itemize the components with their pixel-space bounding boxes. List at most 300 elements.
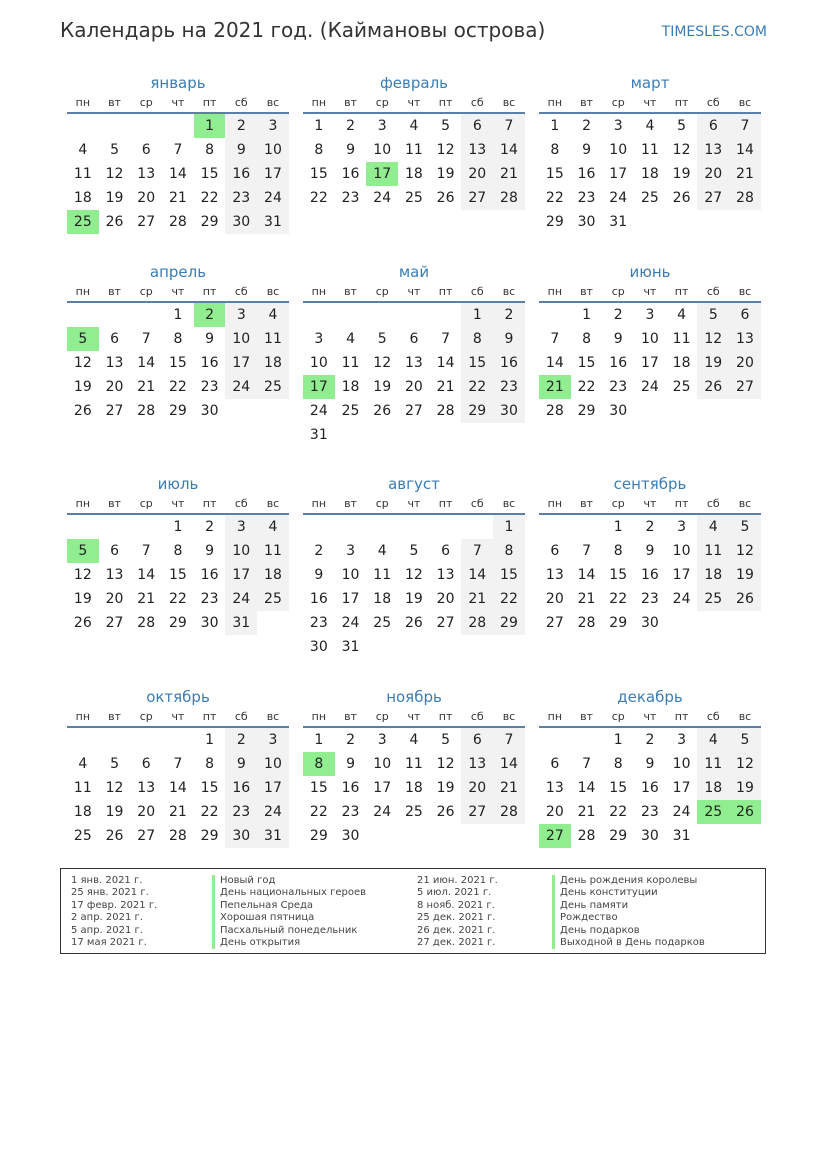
weekday-header — [67, 94, 289, 114]
legend-holiday-name: День подарков — [552, 925, 705, 937]
day-cell: 24 — [257, 800, 289, 824]
day-cell: 12 — [729, 752, 761, 776]
day-cell: 10 — [309, 355, 328, 371]
weekday-label: пн — [311, 96, 327, 109]
day-cell: 12 — [404, 567, 423, 583]
day-cell: 15 — [309, 166, 328, 182]
month-name: январь — [150, 74, 206, 92]
day-cell: 3 — [257, 728, 289, 752]
day-cell: 5 — [110, 756, 119, 772]
legend-date: 17 февр. 2021 г. — [71, 899, 158, 911]
weekday-label: пт — [202, 285, 217, 298]
day-cell: 9 — [225, 138, 257, 162]
month-name: апрель — [149, 263, 207, 281]
day-cell: 9 — [205, 331, 215, 347]
weekday-label: вт — [344, 96, 357, 109]
day-cell: 16 — [640, 567, 659, 583]
day-cell: 19 — [436, 166, 455, 182]
day-cell: 7 — [173, 756, 183, 772]
day-cell: 25 — [257, 375, 289, 399]
day-cell: 18 — [697, 563, 729, 587]
day-cell: 28 — [577, 615, 596, 631]
day-cell: 8 — [205, 756, 215, 772]
empty-cell — [539, 515, 571, 539]
day-cell: 1 — [613, 519, 623, 535]
legend-holiday-name: Новый год — [212, 875, 366, 887]
empty-cell — [162, 728, 194, 752]
day-cell: 15 — [309, 780, 328, 796]
weekday-header — [303, 283, 525, 303]
day-cell: 9 — [346, 756, 355, 772]
day-cell: 6 — [550, 756, 560, 772]
day-cell: 5 — [409, 543, 419, 559]
day-cell: 25 — [257, 587, 289, 611]
day-cell: 12 — [73, 355, 92, 371]
site-link[interactable]: TIMESLES.COM — [661, 24, 767, 40]
day-cell: 12 — [672, 142, 691, 158]
day-cell: 10 — [373, 142, 392, 158]
empty-cell — [398, 515, 430, 539]
holiday-day-cell: 17 — [303, 375, 335, 399]
day-cell: 28 — [577, 828, 596, 844]
day-cell: 13 — [436, 567, 455, 583]
day-cell: 17 — [672, 567, 691, 583]
day-cell: 15 — [200, 780, 219, 796]
day-cell: 30 — [640, 828, 659, 844]
weekday-label: сб — [706, 96, 720, 109]
weekday-label: вс — [502, 285, 516, 298]
day-cell: 7 — [493, 728, 525, 752]
day-cell: 22 — [493, 587, 525, 611]
legend-date: 5 июл. 2021 г. — [417, 887, 492, 899]
day-cell: 6 — [409, 331, 419, 347]
day-cell: 21 — [577, 804, 596, 820]
day-cell: 4 — [697, 515, 729, 539]
day-cell: 4 — [377, 543, 387, 559]
day-cell: 14 — [493, 752, 525, 776]
day-cell: 18 — [257, 351, 289, 375]
day-cell: 4 — [78, 142, 88, 158]
day-cell: 6 — [461, 728, 493, 752]
day-cell: 11 — [404, 142, 423, 158]
day-cell: 29 — [609, 828, 628, 844]
day-cell: 20 — [105, 379, 124, 395]
day-cell: 15 — [609, 780, 628, 796]
day-cell: 29 — [309, 828, 328, 844]
month-name: февраль — [379, 74, 449, 92]
legend-holiday-name: Рождество — [552, 912, 705, 924]
day-cell: 10 — [672, 543, 691, 559]
day-cell: 8 — [582, 331, 591, 347]
day-cell: 21 — [493, 162, 525, 186]
day-cell: 31 — [341, 639, 360, 655]
empty-cell — [398, 303, 430, 327]
day-cell: 25 — [640, 190, 659, 206]
month-name: сентябрь — [613, 475, 687, 493]
weekday-label: пн — [75, 96, 91, 109]
weekday-label: ср — [611, 710, 625, 723]
day-cell: 19 — [73, 591, 92, 607]
weekday-label: вс — [738, 96, 752, 109]
weekday-label: вс — [738, 710, 752, 723]
day-cell: 16 — [225, 776, 257, 800]
day-cell: 24 — [373, 804, 392, 820]
day-cell: 21 — [168, 190, 187, 206]
weekday-label: вт — [344, 285, 357, 298]
day-cell: 1 — [550, 118, 560, 134]
legend-date: 1 янв. 2021 г. — [71, 875, 143, 886]
day-cell: 28 — [137, 615, 156, 631]
day-cell: 31 — [609, 214, 628, 230]
weekday-label: сб — [706, 285, 720, 298]
day-cell: 26 — [105, 828, 124, 844]
holiday-day-cell: 17 — [366, 162, 398, 186]
weekday-label: вс — [502, 710, 516, 723]
empty-cell — [130, 114, 162, 138]
day-cell: 4 — [645, 118, 655, 134]
day-cell: 20 — [697, 162, 729, 186]
day-cell: 11 — [697, 752, 729, 776]
weekday-label: сб — [470, 285, 484, 298]
weekday-label: пн — [75, 497, 91, 510]
day-cell: 10 — [609, 142, 628, 158]
day-cell: 19 — [404, 591, 423, 607]
day-cell: 23 — [200, 591, 219, 607]
day-cell: 10 — [225, 539, 257, 563]
month-2 — [303, 72, 525, 210]
day-cell: 21 — [577, 591, 596, 607]
day-cell: 18 — [73, 804, 92, 820]
weekday-label: вт — [580, 285, 593, 298]
legend-holiday-name: Пепельная Среда — [212, 900, 366, 912]
empty-cell — [430, 515, 462, 539]
day-cell: 24 — [672, 591, 691, 607]
day-cell: 20 — [436, 591, 455, 607]
day-cell: 19 — [373, 379, 392, 395]
weekday-label: вт — [344, 497, 357, 510]
day-cell: 18 — [73, 190, 92, 206]
day-cell: 30 — [493, 399, 525, 423]
day-cell: 25 — [404, 190, 423, 206]
day-cell: 8 — [173, 331, 183, 347]
days-grid — [67, 515, 289, 635]
weekday-label: ср — [139, 285, 153, 298]
day-cell: 25 — [404, 804, 423, 820]
day-cell: 16 — [341, 166, 360, 182]
day-cell: 17 — [341, 591, 360, 607]
day-cell: 7 — [582, 756, 591, 772]
day-cell: 29 — [577, 403, 596, 419]
weekday-label: чт — [407, 96, 421, 109]
day-cell: 30 — [225, 824, 257, 848]
day-cell: 7 — [141, 331, 151, 347]
month-name: октябрь — [146, 688, 210, 706]
day-cell: 24 — [225, 375, 257, 399]
days-grid — [67, 728, 289, 848]
day-cell: 29 — [200, 214, 219, 230]
empty-cell — [99, 515, 131, 539]
day-cell: 13 — [697, 138, 729, 162]
day-cell: 27 — [545, 615, 564, 631]
weekday-label: сб — [470, 497, 484, 510]
weekday-label: вт — [580, 710, 593, 723]
day-cell: 23 — [309, 615, 328, 631]
day-cell: 12 — [73, 567, 92, 583]
day-cell: 24 — [609, 190, 628, 206]
day-cell: 26 — [436, 190, 455, 206]
day-cell: 5 — [677, 118, 687, 134]
day-cell: 8 — [205, 142, 215, 158]
day-cell: 24 — [341, 615, 360, 631]
day-cell: 3 — [225, 515, 257, 539]
day-cell: 20 — [137, 804, 156, 820]
day-cell: 15 — [545, 166, 564, 182]
day-cell: 17 — [257, 162, 289, 186]
weekday-label: чт — [171, 710, 185, 723]
day-cell: 2 — [493, 303, 525, 327]
day-cell: 2 — [225, 728, 257, 752]
weekday-label: пт — [438, 497, 453, 510]
day-cell: 14 — [493, 138, 525, 162]
day-cell: 29 — [609, 615, 628, 631]
legend-holiday-name: День конституции — [552, 887, 705, 899]
day-cell: 16 — [309, 591, 328, 607]
day-cell: 31 — [309, 427, 328, 443]
day-cell: 22 — [609, 591, 628, 607]
days-grid — [303, 728, 525, 848]
empty-cell — [99, 728, 131, 752]
day-cell: 19 — [672, 166, 691, 182]
day-cell: 15 — [609, 567, 628, 583]
empty-cell — [99, 303, 131, 327]
day-cell: 6 — [729, 303, 761, 327]
day-cell: 24 — [309, 403, 328, 419]
day-cell: 4 — [409, 732, 419, 748]
day-cell: 27 — [729, 375, 761, 399]
empty-cell — [130, 515, 162, 539]
day-cell: 11 — [640, 142, 659, 158]
weekday-label: пн — [311, 710, 327, 723]
weekday-label: вт — [344, 710, 357, 723]
day-cell: 22 — [168, 379, 187, 395]
legend-holiday-name: День памяти — [552, 900, 705, 912]
day-cell: 13 — [545, 567, 564, 583]
day-cell: 5 — [441, 118, 451, 134]
day-cell: 11 — [341, 355, 360, 371]
day-cell: 16 — [200, 355, 219, 371]
day-cell: 5 — [697, 303, 729, 327]
empty-cell — [335, 303, 367, 327]
day-cell: 20 — [137, 190, 156, 206]
day-cell: 27 — [137, 828, 156, 844]
day-cell: 17 — [609, 166, 628, 182]
day-cell: 8 — [550, 142, 560, 158]
day-cell: 15 — [493, 563, 525, 587]
day-cell: 22 — [200, 190, 219, 206]
weekday-label: пт — [674, 497, 689, 510]
day-cell: 1 — [493, 515, 525, 539]
day-cell: 22 — [200, 804, 219, 820]
day-cell: 13 — [729, 327, 761, 351]
day-cell: 16 — [493, 351, 525, 375]
legend-dates-col-2 — [417, 875, 498, 949]
month-6 — [539, 261, 761, 423]
day-cell: 3 — [314, 331, 324, 347]
days-grid — [539, 303, 761, 423]
day-cell: 19 — [729, 563, 761, 587]
day-cell: 14 — [137, 355, 156, 371]
day-cell: 29 — [461, 399, 493, 423]
day-cell: 28 — [137, 403, 156, 419]
day-cell: 4 — [257, 303, 289, 327]
day-cell: 28 — [168, 214, 187, 230]
day-cell: 22 — [577, 379, 596, 395]
day-cell: 10 — [672, 756, 691, 772]
day-cell: 2 — [346, 118, 355, 134]
day-cell: 28 — [493, 186, 525, 210]
legend-names-col-2 — [552, 875, 705, 949]
day-cell: 7 — [550, 331, 560, 347]
empty-cell — [67, 728, 99, 752]
day-cell: 27 — [137, 214, 156, 230]
legend-date: 21 июн. 2021 г. — [417, 875, 498, 886]
day-cell: 9 — [314, 567, 324, 583]
day-cell: 13 — [105, 355, 124, 371]
legend-holiday-name: Пасхальный понедельник — [212, 925, 366, 937]
day-cell: 30 — [200, 403, 219, 419]
day-cell: 29 — [493, 611, 525, 635]
day-cell: 30 — [341, 828, 360, 844]
day-cell: 17 — [640, 355, 659, 371]
day-cell: 13 — [137, 166, 156, 182]
legend-holiday-name: День рождения королевы — [552, 875, 705, 887]
month-9 — [539, 473, 761, 635]
weekday-label: чт — [171, 285, 185, 298]
day-cell: 16 — [225, 162, 257, 186]
day-cell: 16 — [341, 780, 360, 796]
weekday-header — [67, 708, 289, 728]
weekday-header — [67, 495, 289, 515]
day-cell: 13 — [404, 355, 423, 371]
day-cell: 22 — [461, 375, 493, 399]
day-cell: 9 — [613, 331, 623, 347]
legend-dates-col-1 — [71, 875, 157, 949]
day-cell: 18 — [640, 166, 659, 182]
day-cell: 22 — [168, 591, 187, 607]
day-cell: 3 — [677, 519, 687, 535]
day-cell: 4 — [346, 331, 355, 347]
legend-date: 5 апр. 2021 г. — [71, 924, 143, 936]
day-cell: 26 — [73, 403, 92, 419]
day-cell: 19 — [729, 776, 761, 800]
day-cell: 28 — [545, 403, 564, 419]
day-cell: 26 — [436, 804, 455, 820]
weekday-label: сб — [234, 285, 248, 298]
weekday-label: сб — [234, 96, 248, 109]
day-cell: 14 — [577, 780, 596, 796]
day-cell: 23 — [225, 800, 257, 824]
day-cell: 3 — [613, 118, 623, 134]
day-cell: 14 — [137, 567, 156, 583]
empty-cell — [335, 515, 367, 539]
day-cell: 16 — [609, 355, 628, 371]
weekday-label: вс — [502, 497, 516, 510]
holiday-day-cell: 21 — [539, 375, 571, 399]
day-cell: 8 — [461, 327, 493, 351]
empty-cell — [571, 728, 603, 752]
day-cell: 12 — [105, 780, 124, 796]
day-cell: 14 — [436, 355, 455, 371]
weekday-label: пт — [202, 497, 217, 510]
weekday-label: пн — [311, 497, 327, 510]
day-cell: 6 — [550, 543, 560, 559]
weekday-label: сб — [234, 497, 248, 510]
day-cell: 4 — [257, 515, 289, 539]
day-cell: 2 — [205, 519, 215, 535]
days-grid — [67, 303, 289, 423]
weekday-label: пт — [438, 710, 453, 723]
day-cell: 26 — [105, 214, 124, 230]
empty-cell — [162, 114, 194, 138]
day-cell: 14 — [729, 138, 761, 162]
day-cell: 1 — [173, 307, 183, 323]
day-cell: 19 — [73, 379, 92, 395]
day-cell: 25 — [341, 403, 360, 419]
day-cell: 12 — [697, 327, 729, 351]
holiday-legend — [60, 868, 766, 954]
day-cell: 12 — [436, 756, 455, 772]
day-cell: 19 — [697, 351, 729, 375]
empty-cell — [67, 303, 99, 327]
day-cell: 30 — [309, 639, 328, 655]
weekday-label: чт — [407, 710, 421, 723]
weekday-label: пн — [547, 96, 563, 109]
month-7 — [67, 473, 289, 635]
weekday-label: ср — [611, 497, 625, 510]
day-cell: 11 — [672, 331, 691, 347]
day-cell: 11 — [697, 539, 729, 563]
day-cell: 26 — [672, 190, 691, 206]
empty-cell — [539, 728, 571, 752]
weekday-label: пт — [674, 710, 689, 723]
day-cell: 1 — [582, 307, 591, 323]
weekday-label: чт — [171, 497, 185, 510]
day-cell: 27 — [105, 615, 124, 631]
day-cell: 7 — [441, 331, 451, 347]
empty-cell — [539, 303, 571, 327]
day-cell: 5 — [729, 728, 761, 752]
day-cell: 1 — [613, 732, 623, 748]
days-grid — [303, 303, 525, 447]
weekday-label: вс — [266, 710, 280, 723]
day-cell: 17 — [257, 776, 289, 800]
day-cell: 29 — [168, 615, 187, 631]
weekday-label: сб — [470, 710, 484, 723]
day-cell: 23 — [493, 375, 525, 399]
day-cell: 2 — [314, 543, 324, 559]
day-cell: 15 — [577, 355, 596, 371]
weekday-label: вт — [580, 497, 593, 510]
day-cell: 23 — [341, 190, 360, 206]
empty-cell — [67, 114, 99, 138]
day-cell: 5 — [377, 331, 387, 347]
weekday-label: пн — [75, 710, 91, 723]
month-name: июль — [157, 475, 199, 493]
weekday-label: ср — [139, 497, 153, 510]
legend-holiday-name: Хорошая пятница — [212, 912, 366, 924]
weekday-label: сб — [234, 710, 248, 723]
day-cell: 26 — [697, 375, 729, 399]
